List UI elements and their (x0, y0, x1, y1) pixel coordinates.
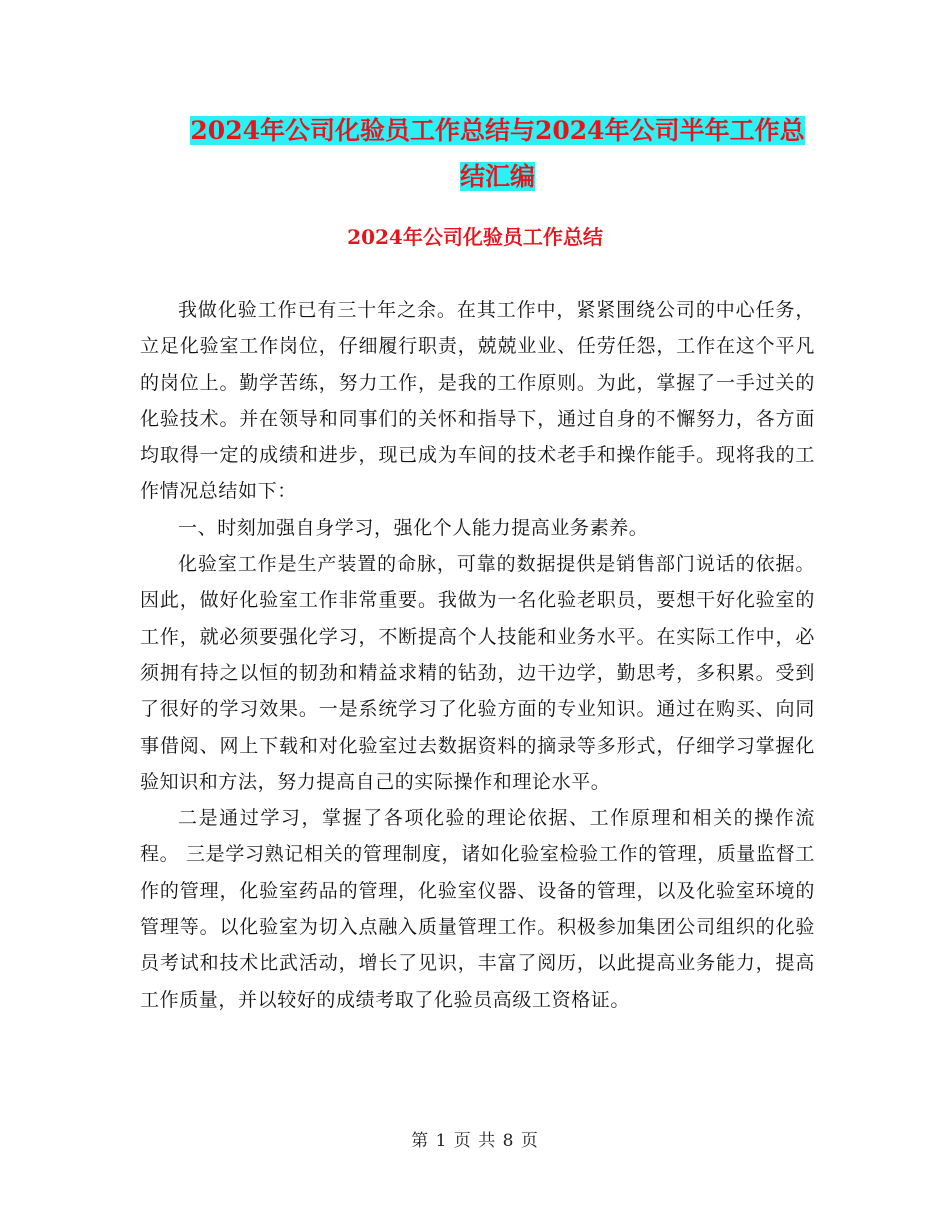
paragraph-study: 化验室工作是生产装置的命脉，可靠的数据提供是销售部门说话的依据。因此，做好化验室工作非常重要。我做为一名化验老职员，要想干好化验室的工作，就必须要强化学习，不断提高个人技能和业务水平。在实际工作中，必须拥有持之以恒的韧劲和精益求精的钻劲，边干边学，勤思考，多积累。受到了很好的学习效果。一是系统学习了化验方面的专业知识。通过在购买、向同事借阅、网上下载和对化验室过去数据资料的摘录等多形式，仔细学习掌握化验知识和方法，努力提高自己的实际操作和理论水平。 (140, 553, 815, 793)
title-line-1: 2024年公司化验员工作总结与2024年公司半年工作总 (190, 116, 805, 145)
title-line-2: 结汇编 (459, 162, 535, 191)
paragraph-heading-1: 一、时刻加强自身学习，强化个人能力提高业务素养。 (178, 516, 649, 539)
document-body (140, 292, 815, 1018)
page-footer: 第 1 页 共 8 页 (411, 1131, 539, 1151)
paragraph-management: 二是通过学习，掌握了各项化验的理论依据、工作原理和相关的操作流程。 三是学习熟记相关的管理制度，诸如化验室检验工作的管理，质量监督工作的管理，化验室药品的管理，化验室仪器、设备的管理，以及化验室环境的管理等。以化验室为切入点融入质量管理工作。积极参加集团公司组织的化验员考试和技术比武活动，增长了见识，丰富了阅历，以此提高业务能力，提高工作质量，并以较好的成绩考取了化验员高级工资格证。 (140, 807, 815, 1011)
document-title (140, 108, 855, 200)
paragraph-intro: 我做化验工作已有三十年之余。在其工作中，紧紧围绕公司的中心任务，立足化验室工作岗位，仔细履行职责，兢兢业业、任劳任怨，工作在这个平凡的岗位上。勤学苦练，努力工作，是我的工作原则。为此，掌握了一手过关的化验技术。并在领导和同事们的关怀和指导下，通过自身的不懈努力，各方面均取得一定的成绩和进步，现已成为车间的技术老手和操作能手。现将我的工作情况总结如下： (140, 299, 815, 503)
section-title: 2024年公司化验员工作总结 (347, 225, 603, 249)
